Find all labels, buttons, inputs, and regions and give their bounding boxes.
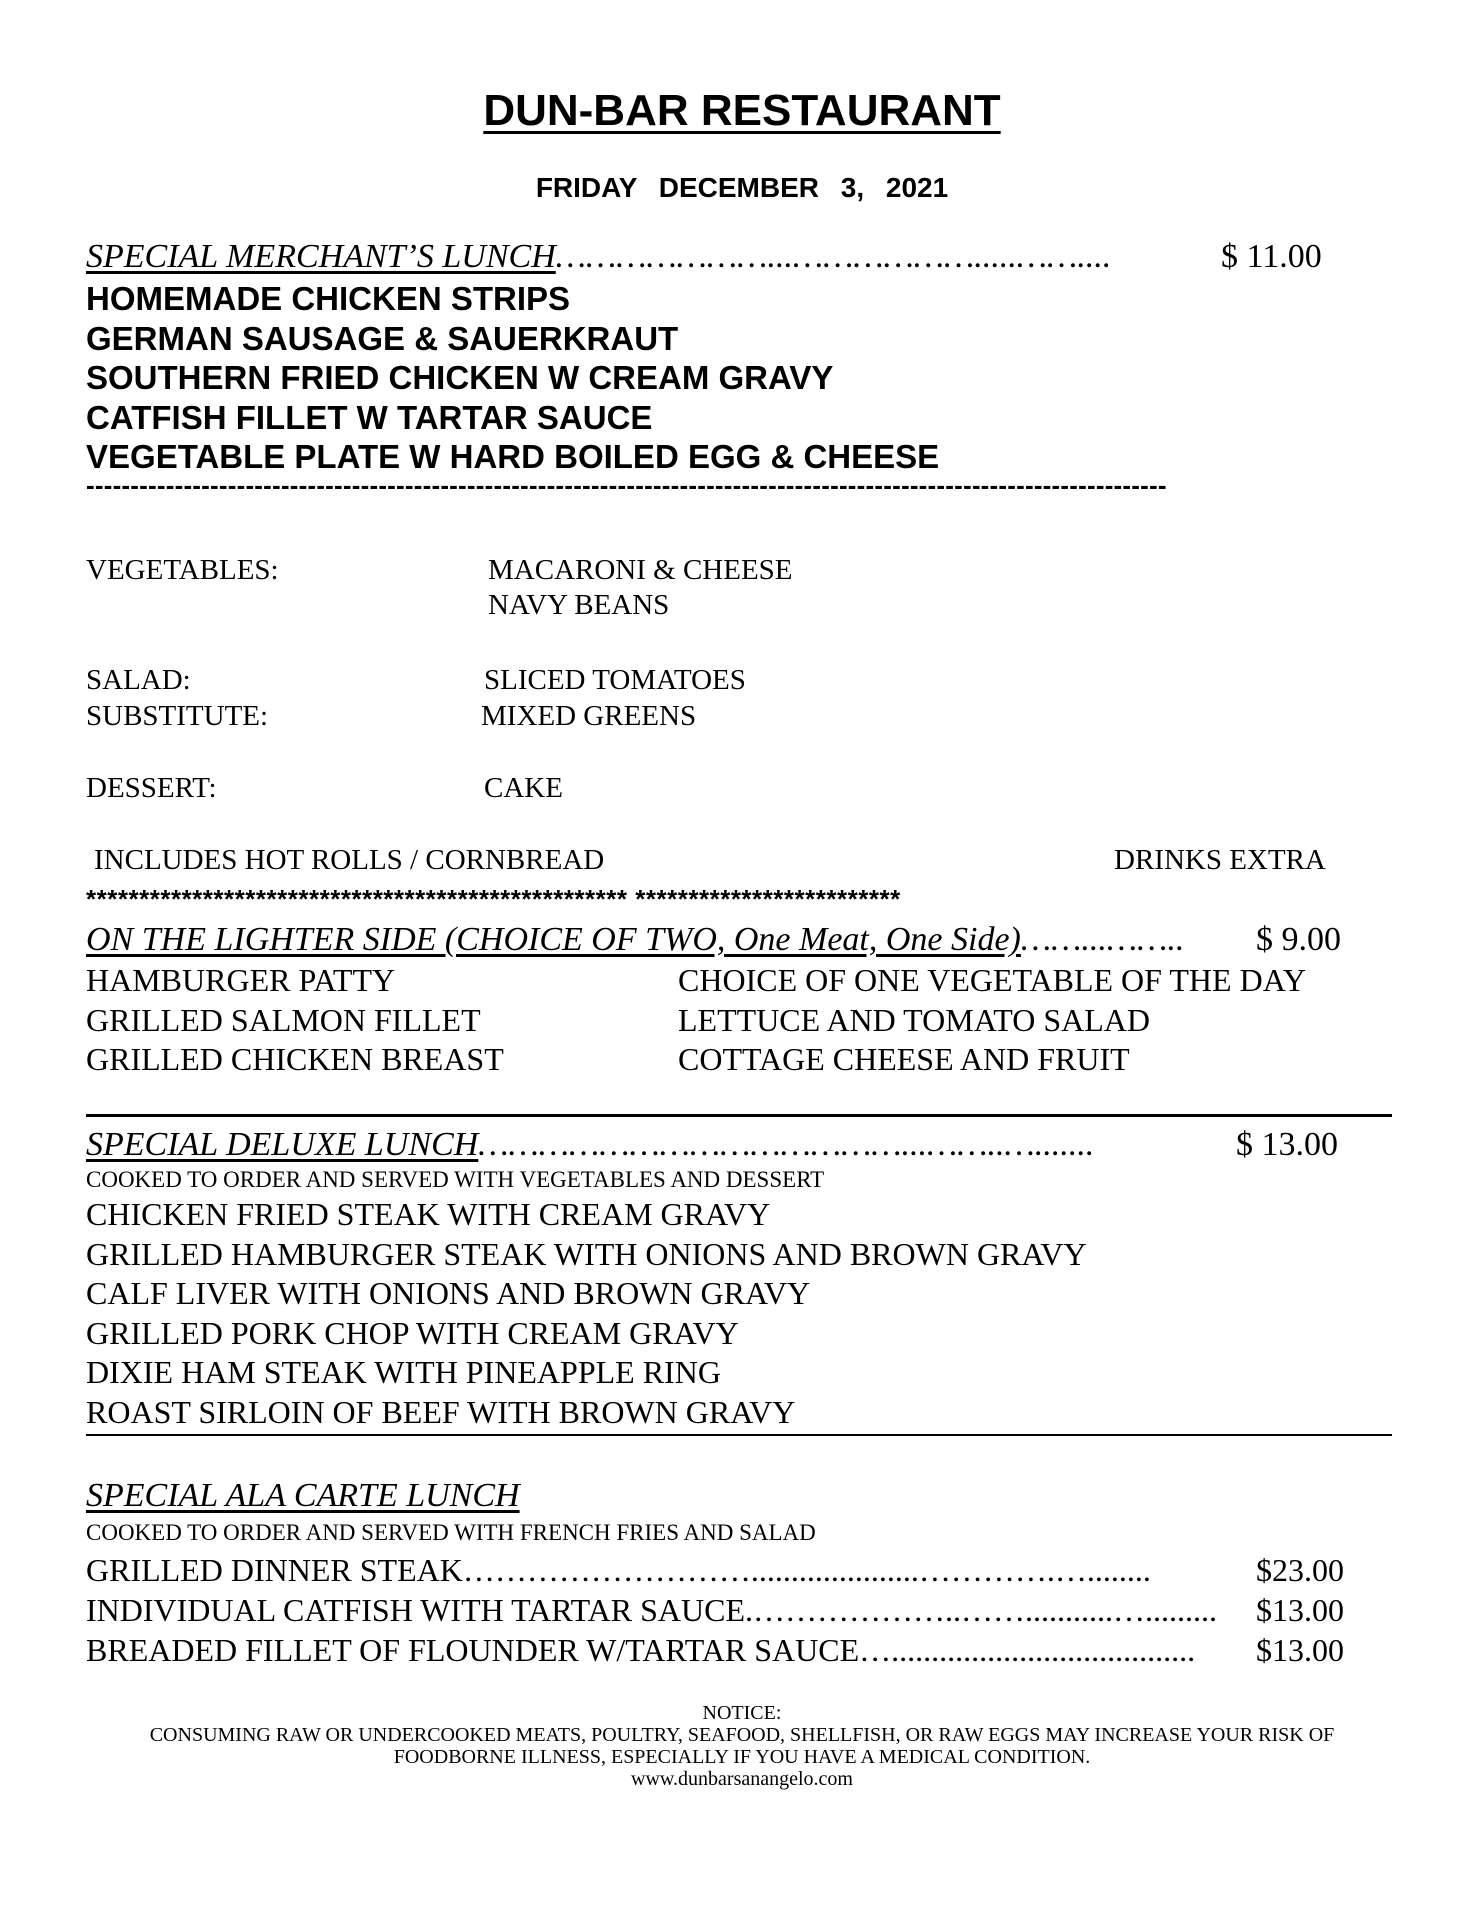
list-item: CALF LIVER WITH ONIONS AND BROWN GRAVY	[86, 1275, 811, 1311]
lighter-side-heading: ON THE LIGHTER SIDE (CHOICE OF TWO, One Meat, One Side)	[86, 921, 1021, 958]
vegetables-label: VEGETABLES:	[86, 554, 279, 586]
dessert-label: DESSERT:	[86, 772, 217, 804]
alacarte-item-price: $13.00	[1256, 1592, 1344, 1628]
alacarte-lunch-heading-row	[86, 1477, 520, 1515]
alacarte-item	[86, 1592, 1344, 1632]
deluxe-lunch-note: COOKED TO ORDER AND SERVED WITH VEGETABLES AND DESSERT	[86, 1167, 825, 1192]
list-item: CHICKEN FRIED STEAK WITH CREAM GRAVY	[86, 1196, 771, 1232]
page-title	[0, 86, 1484, 136]
merchants-lunch-items	[86, 279, 939, 477]
section-rule	[86, 1114, 1392, 1117]
lighter-side-meats	[86, 961, 504, 1080]
deluxe-lunch-price: $ 13.00	[1236, 1126, 1338, 1163]
star-divider: *************************************************** *************************	[86, 884, 901, 914]
lighter-side-heading-row	[86, 921, 1386, 959]
dashed-divider: --------------------------------------------------------------------------------------------------------------------------	[86, 470, 1167, 500]
list-item: GRILLED PORK CHOP WITH CREAM GRAVY	[86, 1314, 739, 1351]
salad-value: SLICED TOMATOES	[484, 664, 746, 696]
alacarte-lunch-heading: SPECIAL ALA CARTE LUNCH	[86, 1477, 520, 1514]
alacarte-item-name: INDIVIDUAL CATFISH WITH TARTAR SAUCE.………………..……...........….........	[86, 1592, 1218, 1628]
merchants-lunch-heading: SPECIAL MERCHANT’S LUNCH	[86, 238, 556, 275]
list-item: HAMBURGER PATTY	[86, 962, 396, 998]
lighter-side-leader: ……...……..	[1020, 921, 1185, 958]
merchants-lunch-heading-row	[86, 238, 1386, 276]
substitute-label: SUBSTITUTE:	[86, 700, 269, 732]
menu-date: FRIDAY DECEMBER 3, 2021	[535, 172, 949, 203]
list-item: CATFISH FILLET W TARTAR SAUCE	[86, 398, 653, 436]
list-item: CHOICE OF ONE VEGETABLE OF THE DAY	[678, 962, 1306, 998]
notice-line: CONSUMING RAW OR UNDERCOOKED MEATS, POULTRY, SEAFOOD, SHELLFISH, OR RAW EGGS MAY INCREASE YOUR RISK OF	[149, 1724, 1335, 1746]
lighter-side-sides	[678, 961, 1306, 1080]
vegetable-item: MACARONI & CHEESE	[488, 554, 793, 586]
list-item: GRILLED HAMBURGER STEAK WITH ONIONS AND BROWN GRAVY	[86, 1235, 1087, 1272]
list-item: GRILLED SALMON FILLET	[86, 1001, 481, 1038]
merchants-lunch-price: $ 11.00	[1221, 238, 1322, 275]
alacarte-item-name: BREADED FILLET OF FLOUNDER W/TARTAR SAUCE…......................................	[86, 1632, 1196, 1668]
alacarte-item	[86, 1632, 1344, 1672]
deluxe-lunch-items	[86, 1195, 1087, 1432]
deluxe-lunch-leader: ……………………………………...……..….......	[478, 1126, 1095, 1163]
list-item: COTTAGE CHEESE AND FRUIT	[678, 1041, 1130, 1077]
alacarte-item-price: $13.00	[1256, 1632, 1344, 1668]
deluxe-lunch-heading: SPECIAL DELUXE LUNCH	[86, 1126, 479, 1163]
section-rule	[86, 1434, 1392, 1436]
includes-note: INCLUDES HOT ROLLS / CORNBREAD	[94, 844, 605, 876]
substitute-value: MIXED GREENS	[481, 700, 697, 732]
list-item: GERMAN SAUSAGE & SAUERKRAUT	[86, 319, 679, 357]
merchants-lunch-leader: …………………...……………….....……....	[555, 238, 1112, 275]
list-item: VEGETABLE PLATE W HARD BOILED EGG & CHEESE	[86, 438, 940, 475]
restaurant-name: DUN-BAR RESTAURANT	[483, 86, 1001, 135]
list-item: GRILLED CHICKEN BREAST	[86, 1041, 504, 1077]
list-item: LETTUCE AND TOMATO SALAD	[678, 1001, 1151, 1038]
list-item: HOMEMADE CHICKEN STRIPS	[86, 280, 571, 317]
salad-label: SALAD:	[86, 664, 191, 696]
list-item: SOUTHERN FRIED CHICKEN W CREAM GRAVY	[86, 359, 834, 396]
list-item: ROAST SIRLOIN OF BEEF WITH BROWN GRAVY	[86, 1393, 796, 1430]
lighter-side-price: $ 9.00	[1256, 921, 1341, 958]
deluxe-lunch-heading-row	[86, 1126, 1386, 1164]
alacarte-item-price: $23.00	[1256, 1552, 1344, 1588]
list-item: DIXIE HAM STEAK WITH PINEAPPLE RING	[86, 1354, 721, 1390]
notice-line: FOODBORNE ILLNESS, ESPECIALLY IF YOU HAVE A MEDICAL CONDITION.	[393, 1746, 1091, 1768]
website-link[interactable]: www.dunbarsanangelo.com	[631, 1768, 853, 1790]
vegetable-item: NAVY BEANS	[488, 589, 670, 621]
dessert-value: CAKE	[484, 772, 563, 804]
alacarte-item-name: GRILLED DINNER STEAK……………………….....................………….…........	[86, 1552, 1151, 1588]
drinks-note: DRINKS EXTRA	[1114, 844, 1326, 876]
alacarte-item	[86, 1552, 1344, 1592]
alacarte-lunch-note: COOKED TO ORDER AND SERVED WITH FRENCH FRIES AND SALAD	[86, 1520, 816, 1545]
notice-title: NOTICE:	[702, 1702, 782, 1724]
